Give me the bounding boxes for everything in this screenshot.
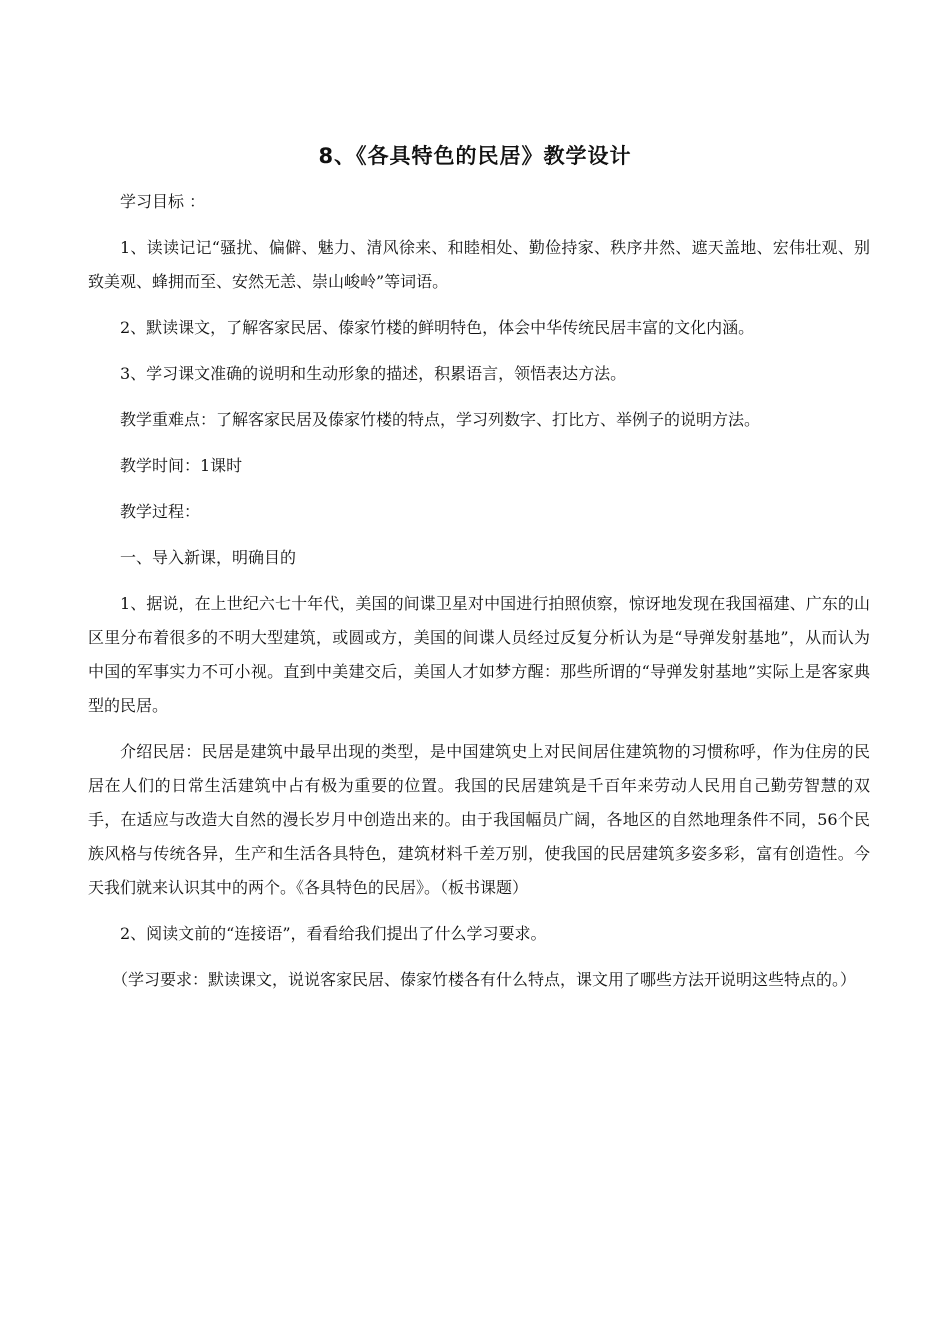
learning-requirements: （学习要求：默读课文，说说客家民居、傣家竹楼各有什么特点，课文用了哪些方法开说明这些特点的。）: [112, 970, 857, 989]
step-paragraph-intro: 介绍民居：民居是建筑中最早出现的类型，是中国建筑史上对民间居住建筑物的习惯称呼，作为住房的民居在人们的日常生活建筑中占有极为重要的位置。我国的民居建筑是千百年来劳动人民用自己勤劳智慧的双手，在适应与改造大自然的漫长岁月中创造出来的。由于我国幅员广阔，各地区的自然地理条件不同，56个民族风格与传统各异，生产和生活各具特色，建筑材料千差万别，使我国的民居建筑多姿多彩，富有创造性。今天我们就来认识其中的两个。《各具特色的民居》。（板书课题）: [88, 742, 870, 897]
document-body: [88, 185, 870, 1009]
objective-item-3: 3、学习课文准确的说明和生动形象的描述，积累语言，领悟表达方法。: [120, 364, 627, 383]
teaching-time: 教学时间：1课时: [120, 456, 243, 475]
step-paragraph-reading: 2、阅读文前的“连接语”，看看给我们提出了什么学习要求。: [120, 924, 547, 943]
step-paragraph-story: 1、据说，在上世纪六七十年代，美国的间谍卫星对中国进行拍照侦察，惊讶地发现在我国福建、广东的山区里分布着很多的不明大型建筑，或圆或方，美国的间谍人员经过反复分析认为是“导弹发射基地”，从而认为中国的军事实力不可小视。直到中美建交后，美国人才如梦方醒：那些所谓的“导弹发射基地”实际上是客家典型的民居。: [88, 594, 870, 715]
section-heading-objectives: 学习目标 ：: [120, 192, 206, 211]
section-heading-process: 教学过程：: [120, 502, 201, 521]
objective-item-1: 1、读读记记“骚扰、偏僻、魅力、清风徐来、和睦相处、勤俭持家、秩序井然、遮天盖地、宏伟壮观、别致美观、蜂拥而至、安然无恙、崇山峻岭”等词语。: [88, 238, 870, 291]
key-difficulties: 教学重难点：了解客家民居及傣家竹楼的特点，学习列数字、打比方、举例子的说明方法。: [120, 410, 761, 429]
step-heading-1: 一、导入新课，明确目的: [120, 548, 297, 567]
objective-item-2: 2、默读课文，了解客家民居、傣家竹楼的鲜明特色，体会中华传统民居丰富的文化内涵。: [120, 318, 755, 337]
document-title: 8、《各具特色的民居》教学设计: [318, 144, 632, 168]
